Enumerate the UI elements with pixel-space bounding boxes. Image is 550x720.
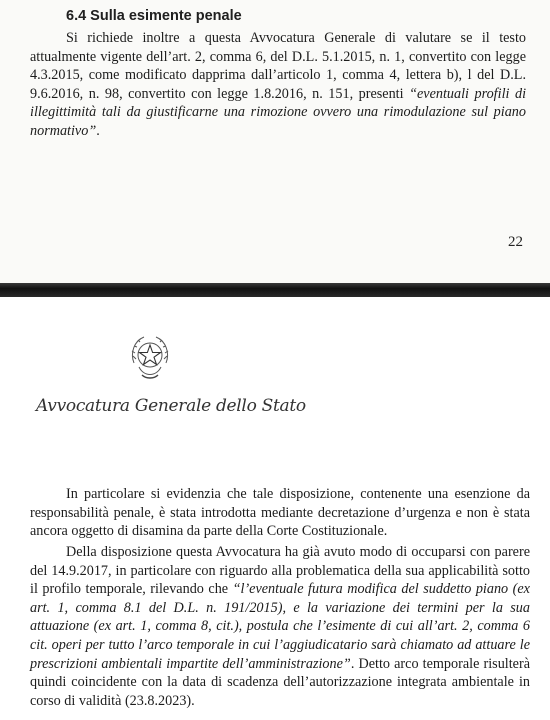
body-paragraph <box>30 29 526 141</box>
paragraph-text: Della disposizione questa Avvocatura ha già avuto modo di occuparsi con parere del 14.9.2017, in particolare con riguardo alla problematica della sua applicabilità sotto il profilo temporale, rilevando che <box>30 544 530 598</box>
body-paragraph <box>30 543 530 710</box>
paragraph-tail: . <box>96 122 100 139</box>
italian-republic-emblem-icon <box>128 333 172 383</box>
paragraph-tail: . Detto arco temporale risulterà quindi coincidente con la data di scadenza dell’autorizzazione integrata ambientale in corso di validità (23.8.2023). <box>30 655 530 709</box>
page-number: 22 <box>508 234 523 250</box>
body-paragraph: In particolare si evidenzia che tale disposizione, contenente una esenzione da responsabilità penale, è stata introdotta mediante decretazione d’urgenza e non è stata ancora oggetto di disamina da parte della Corte Costituzionale. <box>30 486 530 540</box>
page-divider <box>0 283 550 297</box>
section-heading: 6.4 Sulla esimente penale <box>66 8 242 24</box>
quoted-text: “eventuali profili di illegittimità tali da giustificarne una rimozione ovvero una rimodulazione sul piano normativo” <box>30 85 527 139</box>
quoted-text: “l’eventuale futura modifica del suddetto piano (ex art. 1, comma 8.1 del D.L. n. 191/2015), e la variazione dei termini per la sua attuazione (ex art. 1, comma 8, cit.), postula che l’esimente di cui all’art. 2, comma 6 cit. operi per tutto l’arco temporale in cui l’aggiudicatario sarà chiamato ad attuare le prescrizioni ambientali impartite dell’amministrazione” <box>30 581 530 672</box>
letterhead: Avvocatura Generale dello Stato <box>36 396 306 416</box>
paragraph-text: Si richiede inoltre a questa Avvocatura Generale di valutare se il testo attualmente vigente dell’art. 2, comma 6, del D.L. 5.1.2015, n. 1, convertito con legge 4.3.2015, come modificato dapprima dall’articolo 1, comma 4, lettera b), l del D.L. 9.6.2016, n. 98, convertito con legge 1.8.2016, n. 151, presenti <box>30 30 526 102</box>
